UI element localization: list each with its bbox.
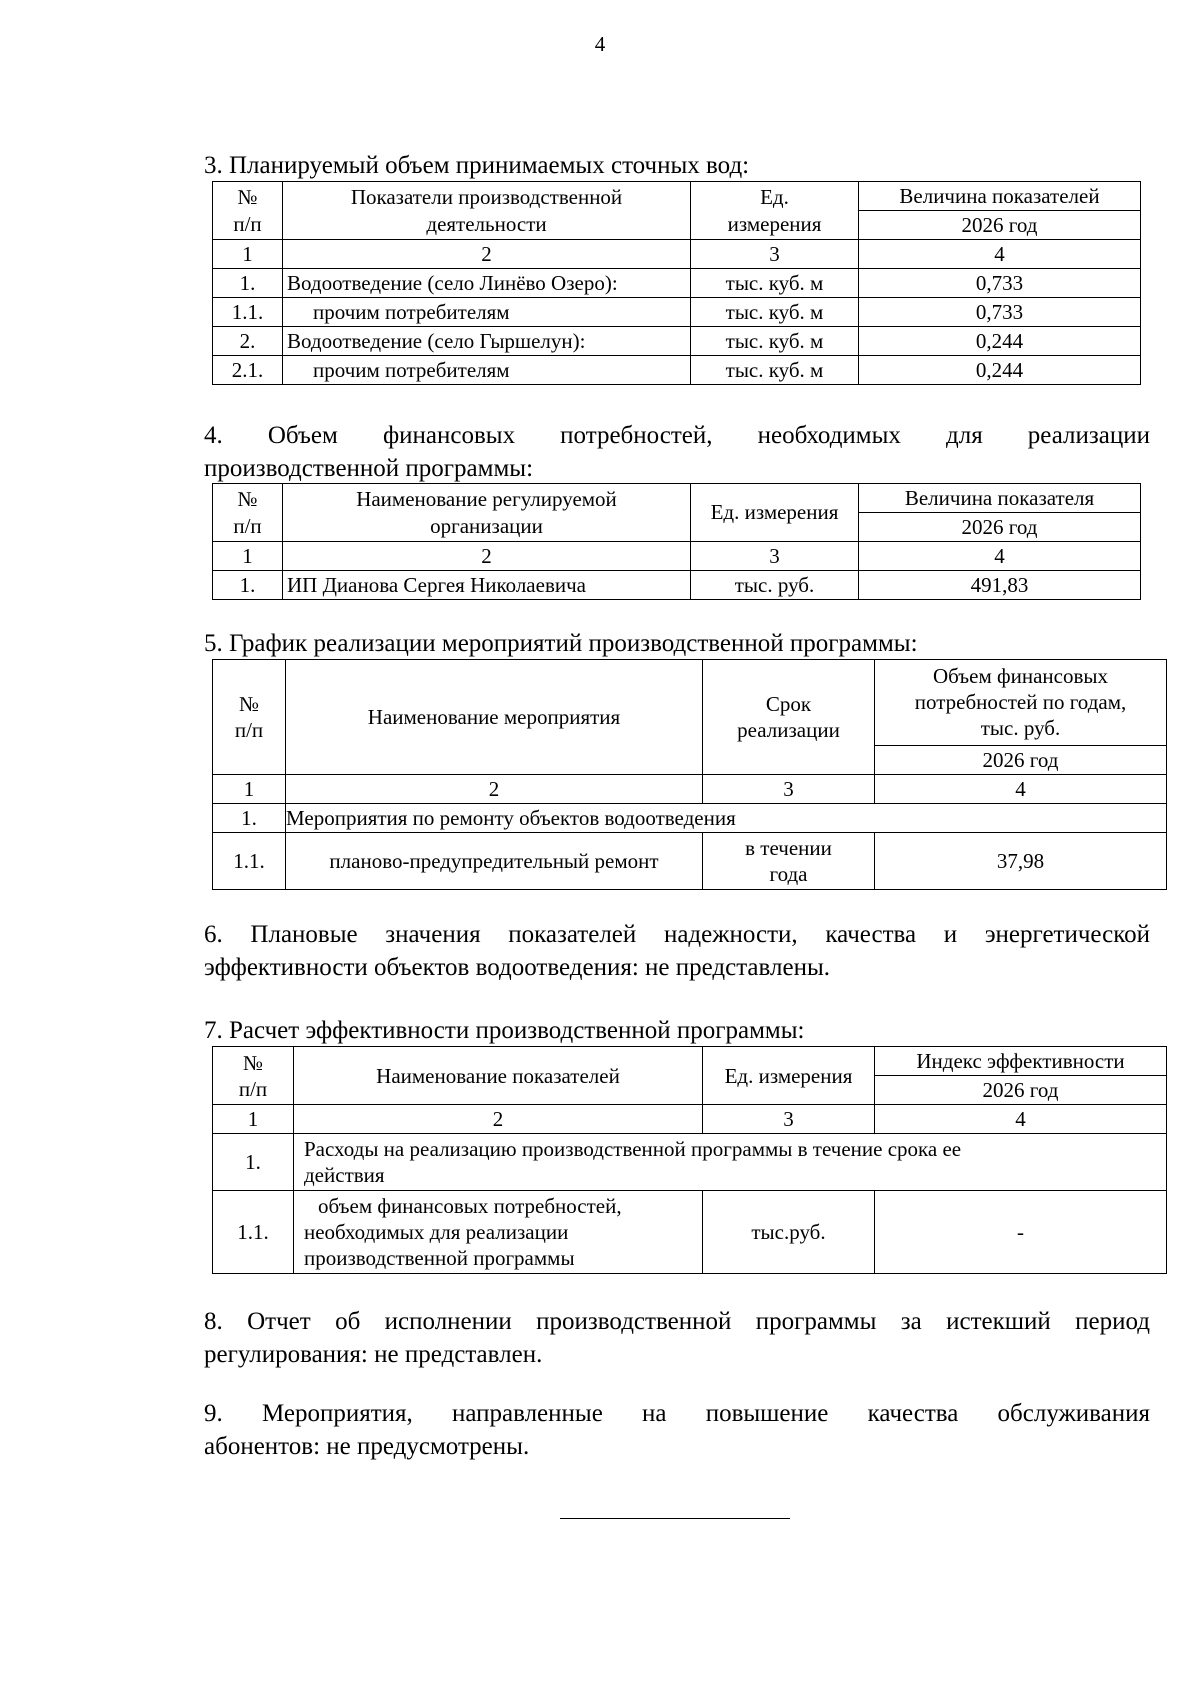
table-row: 1. Мероприятия по ремонту объектов водоотведения bbox=[213, 804, 1167, 833]
header-name: Наименование показателей bbox=[294, 1047, 703, 1105]
table-row: 1.1. планово-предупредительный ремонт в течении года 37,98 bbox=[213, 833, 1167, 890]
header-num: № п/п bbox=[213, 660, 286, 775]
section6-text: 6. Плановые значения показателей надежности, качества и энергетической эффективности объектов водоотведения: не представлены. bbox=[204, 921, 1150, 981]
table-row: 2.1. прочим потребителям тыс. куб. м 0,244 bbox=[213, 356, 1141, 385]
header-year: 2026 год bbox=[859, 513, 1141, 542]
header-num: № п/п bbox=[213, 182, 283, 240]
section5-heading: 5. График реализации мероприятий производственной программы: bbox=[204, 630, 918, 657]
table-row: 1.1. объем финансовых потребностей, необходимых для реализации производственной программы тыс.руб. - bbox=[213, 1191, 1167, 1274]
section9-text: 9. Мероприятия, направленные на повышение качества обслуживания абонентов: не предусмотрены. bbox=[204, 1400, 1150, 1460]
financial-needs-table bbox=[212, 483, 1141, 600]
header-value-group: Величина показателя bbox=[859, 484, 1141, 513]
header-value-group: Величина показателей bbox=[859, 182, 1141, 211]
column-numbers-row: 1 2 3 4 bbox=[213, 542, 1141, 571]
table-row: 1. Расходы на реализацию производственной программы в течение срока ее действия bbox=[213, 1134, 1167, 1191]
column-numbers-row: 1 2 3 4 bbox=[213, 240, 1141, 269]
header-year: 2026 год bbox=[875, 1076, 1167, 1105]
table-row: 2. Водоотведение (село Гыршелун): тыс. куб. м 0,244 bbox=[213, 327, 1141, 356]
table-row: 1. Водоотведение (село Линёво Озеро): тыс. куб. м 0,733 bbox=[213, 269, 1141, 298]
end-separator bbox=[560, 1518, 790, 1519]
header-unit: Ед. измерения bbox=[691, 484, 859, 542]
header-unit: Ед. измерения bbox=[703, 1047, 875, 1105]
header-num: № п/п bbox=[213, 1047, 294, 1105]
header-indicator: Показатели производственной деятельности bbox=[283, 182, 691, 240]
header-org: Наименование регулируемой организации bbox=[283, 484, 691, 542]
schedule-table bbox=[212, 659, 1167, 890]
section3-heading: 3. Планируемый объем принимаемых сточных вод: bbox=[204, 152, 750, 179]
wastewater-volume-table bbox=[212, 181, 1141, 385]
header-term: Срок реализации bbox=[703, 660, 875, 775]
table-row: 1. ИП Дианова Сергея Николаевича тыс. руб. 491,83 bbox=[213, 571, 1141, 600]
header-name: Наименование мероприятия bbox=[286, 660, 703, 775]
column-numbers-row: 1 2 3 4 bbox=[213, 1105, 1167, 1134]
section7-heading: 7. Расчет эффективности производственной программы: bbox=[204, 1017, 805, 1044]
header-value-group: Объем финансовых потребностей по годам, тыс. руб. bbox=[875, 660, 1167, 746]
section4-heading: 4. Объем финансовых потребностей, необходимых для реализации производственной программы: bbox=[204, 422, 1150, 482]
efficiency-table bbox=[212, 1046, 1167, 1274]
header-year: 2026 год bbox=[875, 745, 1167, 774]
page-number: 4 bbox=[594, 32, 606, 56]
section8-text: 8. Отчет об исполнении производственной программы за истекший период регулирования: не представлен. bbox=[204, 1308, 1150, 1368]
header-unit: Ед. измерения bbox=[691, 182, 859, 240]
header-value-group: Индекс эффективности bbox=[875, 1047, 1167, 1076]
header-year: 2026 год bbox=[859, 211, 1141, 240]
table-row: 1.1. прочим потребителям тыс. куб. м 0,733 bbox=[213, 298, 1141, 327]
header-num: № п/п bbox=[213, 484, 283, 542]
column-numbers-row: 1 2 3 4 bbox=[213, 775, 1167, 804]
